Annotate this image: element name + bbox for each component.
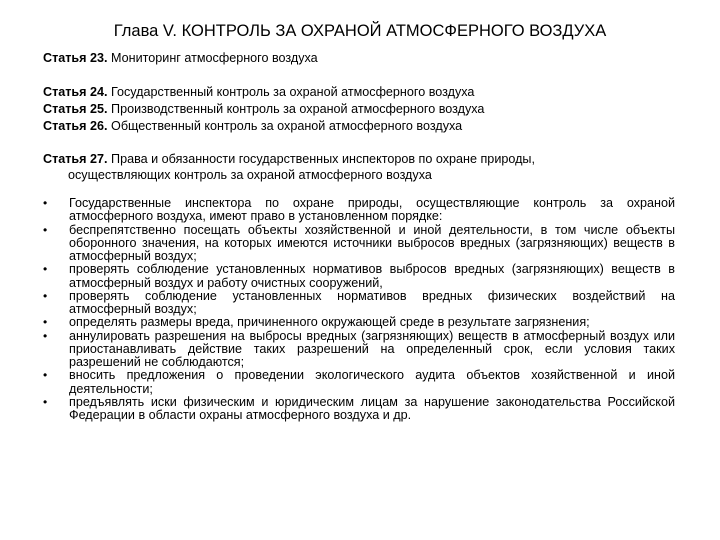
list-item: • определять размеры вреда, причиненного окружающей среде в результате загрязнения; — [43, 316, 675, 329]
article-23 — [43, 50, 683, 67]
list-item: • аннулировать разрешения на выбросы вредных (загрязняющих) веществ в атмосферный воздух или приостанавливать действие таких разрешений на определенный срок, если условия таких разрешений не соблюдаются; — [43, 330, 675, 370]
list-item: • Государственные инспектора по охране природы, осуществляющие контроль за охраной атмосферного воздуха, имеют право в установленном порядке: — [43, 197, 675, 224]
inspector-rights-list — [43, 197, 675, 422]
article-24 — [43, 84, 683, 101]
article-text: Государственный контроль за охраной атмосферного воздуха — [107, 85, 475, 99]
article-number: Статья 27. — [43, 152, 108, 166]
list-item: • проверять соблюдение установленных нормативов выбросов вредных (загрязняющих) веществ в атмосферный воздух и работу очистных сооружений, — [43, 263, 675, 290]
chapter-title: Глава V. КОНТРОЛЬ ЗА ОХРАНОЙ АТМОСФЕРНОГО ВОЗДУХА — [113, 22, 607, 40]
article-number: Статья 23. — [43, 51, 108, 65]
article-26 — [43, 118, 683, 135]
article-number: Статья 26. — [43, 119, 108, 133]
article-text: Производственный контроль за охраной атмосферного воздуха — [107, 102, 485, 116]
list-item: • проверять соблюдение установленных нормативов вредных физических воздействий на атмосферный воздух; — [43, 290, 675, 317]
list-item: • предъявлять иски физическим и юридическим лицам за нарушение законодательства Российской Федерации в области охраны атмосферного воздуха и др. — [43, 396, 675, 423]
article-number: Статья 24. — [43, 85, 108, 99]
article-27-continuation: осуществляющих контроль за охраной атмосферного воздуха — [68, 168, 432, 182]
article-text: Общественный контроль за охраной атмосферного воздуха — [107, 119, 463, 133]
article-text: Мониторинг атмосферного воздуха — [107, 51, 318, 65]
list-item: • вносить предложения о проведении экологического аудита объектов хозяйственной и иной деятельности; — [43, 369, 675, 396]
article-text: Права и обязанности государственных инспекторов по охране природы, — [107, 152, 535, 166]
article-number: Статья 25. — [43, 102, 108, 116]
list-item: • беспрепятственно посещать объекты хозяйственной и иной деятельности, в том числе объекты оборонного значения, на которых имеются источники выбросов вредных (загрязняющих) веществ в атмосферный воздух; — [43, 224, 675, 264]
article-25 — [43, 101, 683, 118]
article-27 — [43, 151, 683, 168]
